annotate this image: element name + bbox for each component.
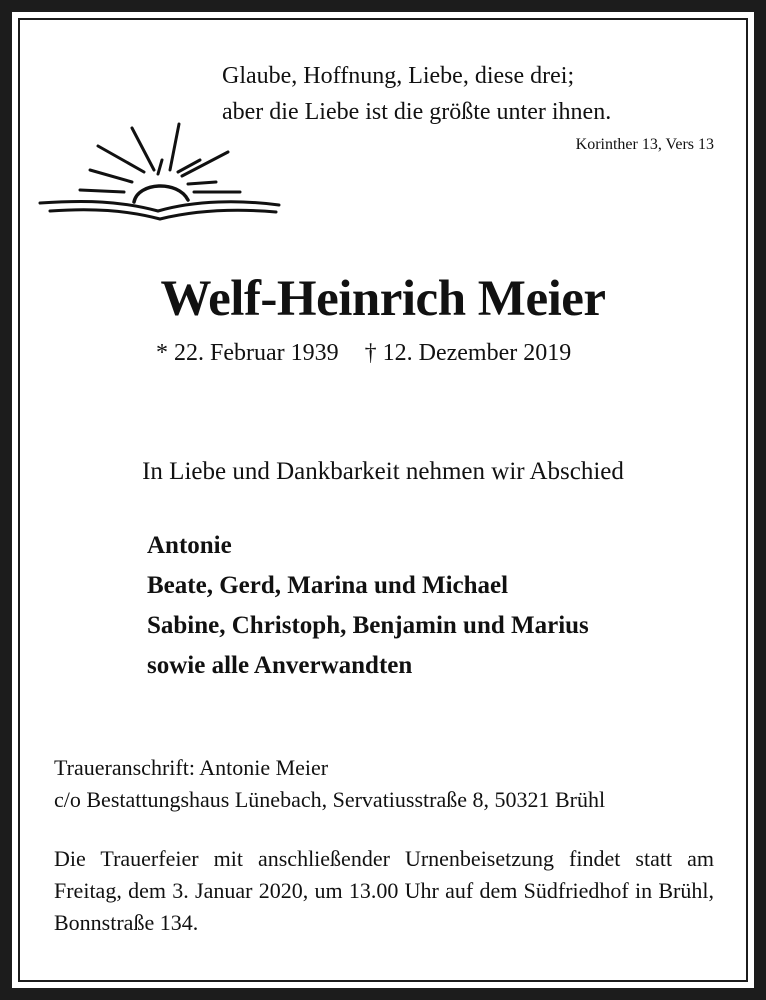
mourner-line: sowie alle Anverwandten xyxy=(147,652,413,679)
mourners-list xyxy=(147,526,589,686)
death-date: † 12. Dezember 2019 xyxy=(364,340,572,366)
farewell-line: In Liebe und Dankbarkeit nehmen wir Abschied xyxy=(142,458,624,485)
verse-line-2: aber die Liebe ist die größte unter ihnen. xyxy=(222,99,612,125)
birth-date: * 22. Februar 1939 xyxy=(156,340,339,366)
mourner-line: Beate, Gerd, Marina und Michael xyxy=(147,572,509,599)
verse-source: Korinther 13, Vers 13 xyxy=(575,136,714,153)
deceased-name: Welf-Heinrich Meier xyxy=(160,271,606,327)
verse-line-1: Glaube, Hoffnung, Liebe, diese drei; xyxy=(222,63,575,89)
life-dates xyxy=(156,340,571,367)
sunrise-book-icon xyxy=(36,120,286,230)
address-line-2: c/o Bestattungshaus Lünebach, Servatiusstraße 8, 50321 Brühl xyxy=(54,787,606,812)
mourner-line: Antonie xyxy=(147,532,232,559)
ceremony-info: Die Trauerfeier mit anschließender Urnenbeisetzung findet statt am Freitag, dem 3. Januar 2020, um 13.00 Uhr auf dem Südfriedhof in Brühl, Bonnstraße 134. xyxy=(54,846,714,935)
mourner-line: Sabine, Christoph, Benjamin und Marius xyxy=(147,612,589,639)
mourning-address xyxy=(54,752,605,816)
address-line-1: Traueranschrift: Antonie Meier xyxy=(54,755,329,780)
